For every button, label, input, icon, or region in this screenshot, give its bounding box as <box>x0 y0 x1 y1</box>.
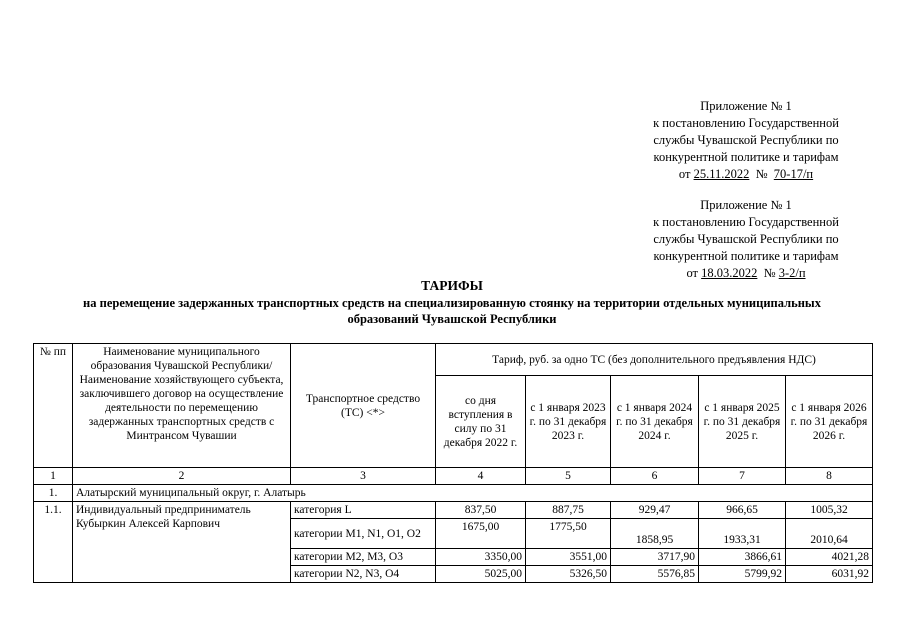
appendix-1-number: 70-17/п <box>773 167 814 181</box>
header-period-2025: с 1 января 2025 г. по 31 декабря 2025 г. <box>699 376 786 468</box>
tariff-value: 1675,00 <box>436 519 526 549</box>
vehicle-category: категория L <box>291 502 436 519</box>
appendix-2-line1: Приложение № 1 <box>700 198 792 212</box>
table-row <box>34 502 873 519</box>
column-number-row <box>34 468 873 485</box>
appendix-2-line2: к постановлению Государственной <box>653 215 839 229</box>
document-subtitle: на перемещение задержанных транспортных средств на специализированную стоянку на территории отдельных муниципальных образований Чувашской Республики <box>83 296 821 326</box>
header-period-2022: со дня вступления в силу по 31 декабря 2022 г. <box>436 376 526 468</box>
header-num: № пп <box>34 344 73 468</box>
header-tariff-group: Тариф, руб. за одно ТС (без дополнительного предъявления НДС) <box>436 344 873 376</box>
col-number: 1 <box>34 468 73 485</box>
appendix-block-1 <box>626 98 866 183</box>
appendix-block-2 <box>626 197 866 282</box>
col-number: 3 <box>291 468 436 485</box>
header-vehicle: Транспортное средство (ТС) <*> <box>291 344 436 468</box>
header-period-2026: с 1 января 2026 г. по 31 декабря 2026 г. <box>786 376 873 468</box>
tariff-value: 4021,28 <box>786 549 873 566</box>
tariff-value: 3717,90 <box>611 549 699 566</box>
tariff-value: 3866,61 <box>699 549 786 566</box>
appendix-2-date: 18.03.2022 <box>701 266 758 280</box>
header-name: Наименование муниципального образования Чувашской Республики/ Наименование хозяйствующего субъекта, заключившего договор на осуществление деятельности по перемещению задержанных транспортных средств с Минтрансом Чувашии <box>73 344 291 468</box>
tariff-value: 887,75 <box>526 502 611 519</box>
appendix-1-line1: Приложение № 1 <box>700 99 792 113</box>
tariff-table <box>33 343 873 583</box>
vehicle-category: категории M1, N1, O1, O2 <box>291 519 436 549</box>
tariff-value: 1933,31 <box>699 519 786 549</box>
tariff-value: 1775,50 <box>526 519 611 549</box>
header-period-2024: с 1 января 2024 г. по 31 декабря 2024 г. <box>611 376 699 468</box>
appendix-1-date-line <box>626 166 866 183</box>
tariff-value: 3551,00 <box>526 549 611 566</box>
section-label: Алатырский муниципальный округ, г. Алатырь <box>73 485 873 502</box>
entry-num: 1.1. <box>34 502 73 583</box>
appendix-2-number: 3-2/п <box>778 266 806 280</box>
appendix-2-from: от <box>686 266 699 280</box>
appendix-1-from: от <box>678 167 691 181</box>
col-number: 8 <box>786 468 873 485</box>
col-number: 4 <box>436 468 526 485</box>
section-num: 1. <box>34 485 73 502</box>
appendix-1-line2: к постановлению Государственной <box>653 116 839 130</box>
appendix-2-line4: конкурентной политике и тарифам <box>653 249 839 263</box>
tariff-value: 2010,64 <box>786 519 873 549</box>
vehicle-category: категории M2, M3, O3 <box>291 549 436 566</box>
appendix-1-date: 25.11.2022 <box>693 167 750 181</box>
tariff-value: 1858,95 <box>611 519 699 549</box>
tariff-value: 966,65 <box>699 502 786 519</box>
col-number: 7 <box>699 468 786 485</box>
col-number: 5 <box>526 468 611 485</box>
col-number: 6 <box>611 468 699 485</box>
tariff-value: 5326,50 <box>526 566 611 583</box>
vehicle-category: категории N2, N3, O4 <box>291 566 436 583</box>
tariff-value: 3350,00 <box>436 549 526 566</box>
tariff-value: 5025,00 <box>436 566 526 583</box>
tariff-value: 1005,32 <box>786 502 873 519</box>
tariff-value: 6031,92 <box>786 566 873 583</box>
header-period-2023: с 1 января 2023 г. по 31 декабря 2023 г. <box>526 376 611 468</box>
entry-name: Индивидуальный предприниматель Кубыркин Алексей Карпович <box>73 502 291 583</box>
document-title: ТАРИФЫ <box>421 278 483 293</box>
tariff-value: 929,47 <box>611 502 699 519</box>
appendix-2-no: № <box>763 266 776 280</box>
col-number: 2 <box>73 468 291 485</box>
appendix-2-line3: службы Чувашской Республики по <box>653 232 839 246</box>
tariff-value: 837,50 <box>436 502 526 519</box>
tariff-value: 5799,92 <box>699 566 786 583</box>
appendix-1-no: № <box>755 167 768 181</box>
appendix-1-line4: конкурентной политике и тарифам <box>653 150 839 164</box>
appendix-1-line3: службы Чувашской Республики по <box>653 133 839 147</box>
tariff-value: 5576,85 <box>611 566 699 583</box>
section-row <box>34 485 873 502</box>
